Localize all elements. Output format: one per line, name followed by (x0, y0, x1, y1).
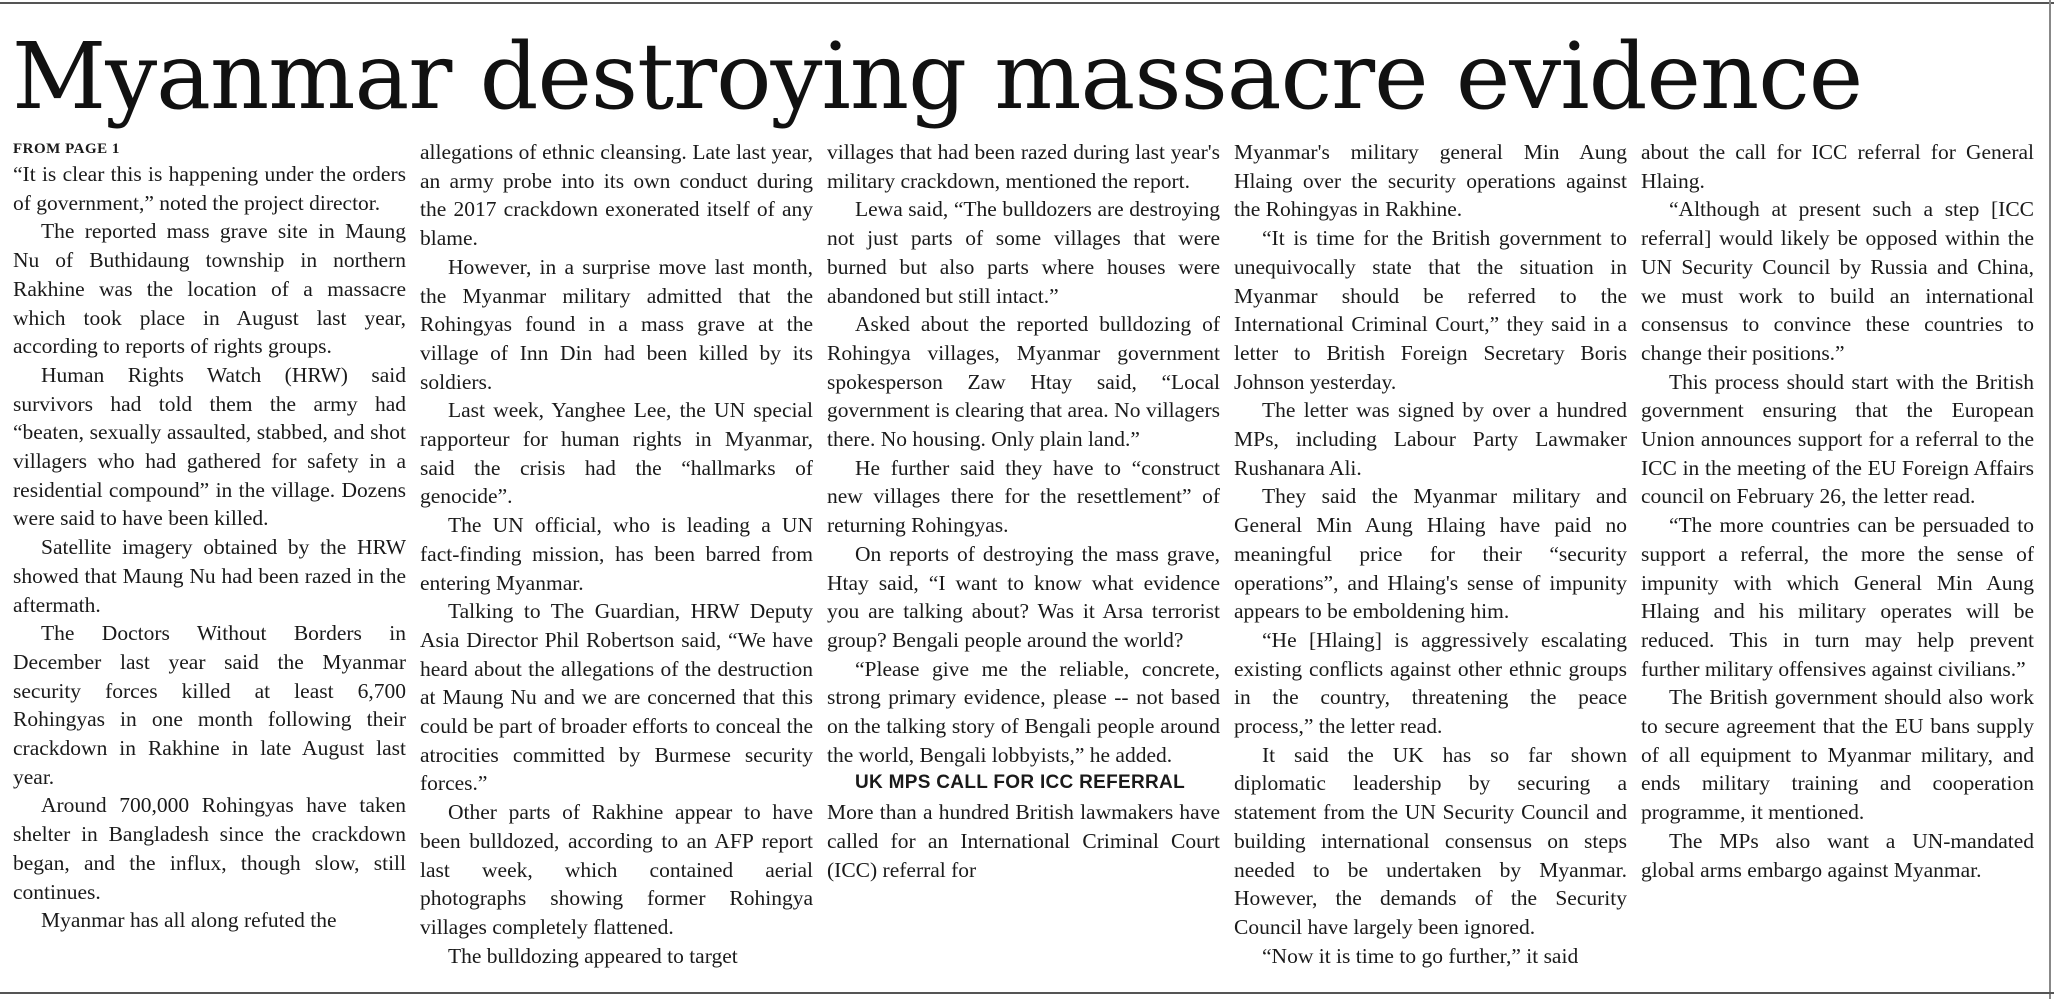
paragraph: He further said they have to “construct new villages there for the resettlement” of returning Rohingyas. (827, 455, 1220, 538)
right-edge-rule (2049, 0, 2051, 999)
paragraph: “It is clear this is happening under the orders of government,” noted the project director. (13, 162, 406, 215)
paragraph: Other parts of Rakhine appear to have been bulldozed, according to an AFP report last week, which contained aerial photographs showing former Rohingya villages completely flattened. (420, 800, 813, 939)
paragraph: The UN official, who is leading a UN fact-finding mission, has been barred from entering Myanmar. (420, 513, 813, 595)
article-column-2 (420, 138, 813, 983)
paragraph: It said the UK has so far shown diplomatic leadership by securing a statement from the UN Security Council and building international consensus on steps needed to be undertaken by Myanmar. However, the demands of the Security Council have largely been ignored. (1234, 742, 1627, 939)
paragraph: “Although at present such a step [ICC referral] would likely be opposed within the UN Security Council by Russia and China, we must work to build an international consensus to convince these countries to change their positions.” (1641, 197, 2034, 365)
paragraph: They said the Myanmar military and General Min Aung Hlaing have paid no meaningful price for their “security operations”, and Hlaing's sense of impunity appears to be emboldening him. (1234, 484, 1627, 624)
paragraph: “He [Hlaing] is aggressively escalating existing conflicts against other ethnic groups in the country, threatening the peace process,” the letter read. (1234, 627, 1627, 739)
paragraph: However, in a surprise move last month, the Myanmar military admitted that the Rohingyas found in a mass grave at the village of Inn Din had been killed by its soldiers. (420, 254, 813, 394)
top-rule (0, 2, 2054, 4)
paragraph: Asked about the reported bulldozing of Rohingya villages, Myanmar government spokesperson Zaw Htay said, “Local government is clearing that area. No villagers there. No housing. Only plain land.” (827, 312, 1220, 452)
article-column-1 (13, 138, 406, 983)
paragraph: On reports of destroying the mass grave, Htay said, “I want to know what evidence you are talking about? Was it Arsa terrorist group? Bengali people around the world? (827, 541, 1220, 652)
paragraph: about the call for ICC referral for General Hlaing. (1641, 140, 2034, 193)
paragraph: villages that had been razed during last year's military crackdown, mentioned the report. (827, 140, 1220, 193)
paragraph: “Please give me the reliable, concrete, strong primary evidence, please -- not based on the talking story of Bengali people around the world, Bengali lobbyists,” he added. (827, 656, 1220, 767)
paragraph: The MPs also want a UN-mandated global arms embargo against Myanmar. (1641, 828, 2034, 882)
paragraph: More than a hundred British lawmakers have called for an International Criminal Court (ICC) referral for (827, 800, 1220, 882)
paragraph: Talking to The Guardian, HRW Deputy Asia Director Phil Robertson said, “We have heard about the allegations of the destruction at Maung Nu and we are concerned that this could be part of broader efforts to conceal the atrocities committed by Burmese security forces.” (420, 599, 813, 796)
paragraph: Last week, Yanghee Lee, the UN special rapporteur for human rights in Myanmar, said the crisis had the “hallmarks of genocide”. (420, 398, 813, 509)
headline: Myanmar destroying massacre evidence (12, 23, 1863, 130)
article-column-3 (827, 138, 1220, 983)
article-column-5 (1641, 138, 2034, 983)
paragraph: Around 700,000 Rohingyas have taken shelter in Bangladesh since the crackdown began, and the influx, though slow, still continues. (13, 793, 406, 904)
paragraph: “Now it is time to go further,” it said (1262, 943, 1579, 968)
paragraph: The reported mass grave site in Maung Nu of Buthidaung township in northern Rakhine was the location of a massacre which took place in August last year, according to reports of rights groups. (13, 219, 406, 359)
paragraph: Myanmar has all along refuted the (41, 908, 337, 933)
article-column-4 (1234, 138, 1627, 983)
paragraph: Human Rights Watch (HRW) said survivors had told them the army had “beaten, sexually assaulted, stabbed, and shot villagers who had gathered for safety in a residential compound” in the village. Dozens were said to have been killed. (13, 362, 406, 531)
paragraph: allegations of ethnic cleansing. Late last year, an army probe into its own conduct during the 2017 crackdown exonerated itself of any blame. (420, 140, 813, 251)
paragraph: “The more countries can be persuaded to support a referral, the more the sense of impunity with which General Min Aung Hlaing and his military operates will be reduced. This in turn may help prevent further military offensives against civilians.” (1641, 513, 2034, 681)
paragraph: Satellite imagery obtained by the HRW showed that Maung Nu had been razed in the aftermath. (13, 535, 406, 617)
paragraph: The Doctors Without Borders in December last year said the Myanmar security forces killed at least 6,700 Rohingyas in one month following their crackdown in Rakhine in late August last year. (13, 621, 406, 789)
subhead: UK MPS CALL FOR ICC REFERRAL (855, 772, 1185, 794)
kicker: FROM PAGE 1 (13, 141, 120, 157)
paragraph: “It is time for the British government to unequivocally state that the situation in Myanmar should be referred to the International Criminal Court,” they said in a letter to British Foreign Secretary Boris Johnson yesterday. (1234, 226, 1627, 394)
paragraph: The letter was signed by over a hundred MPs, including Labour Party Lawmaker Rushanara Ali. (1234, 398, 1627, 480)
paragraph: This process should start with the British government ensuring that the European Union announces support for a referral to the ICC in the meeting of the EU Foreign Affairs council on February 26, the letter read. (1641, 369, 2034, 509)
bottom-rule (0, 992, 2054, 994)
paragraph: Lewa said, “The bulldozers are destroying not just parts of some villages that were burned but also parts where houses were abandoned but still intact.” (827, 197, 1220, 308)
paragraph: Myanmar's military general Min Aung Hlaing over the security operations against the Rohingyas in Rakhine. (1234, 140, 1627, 222)
paragraph: The bulldozing appeared to target (448, 943, 738, 968)
paragraph: The British government should also work to secure agreement that the EU bans supply of all equipment to Myanmar military, and ends military training and cooperation programme, it mentioned. (1641, 685, 2034, 825)
